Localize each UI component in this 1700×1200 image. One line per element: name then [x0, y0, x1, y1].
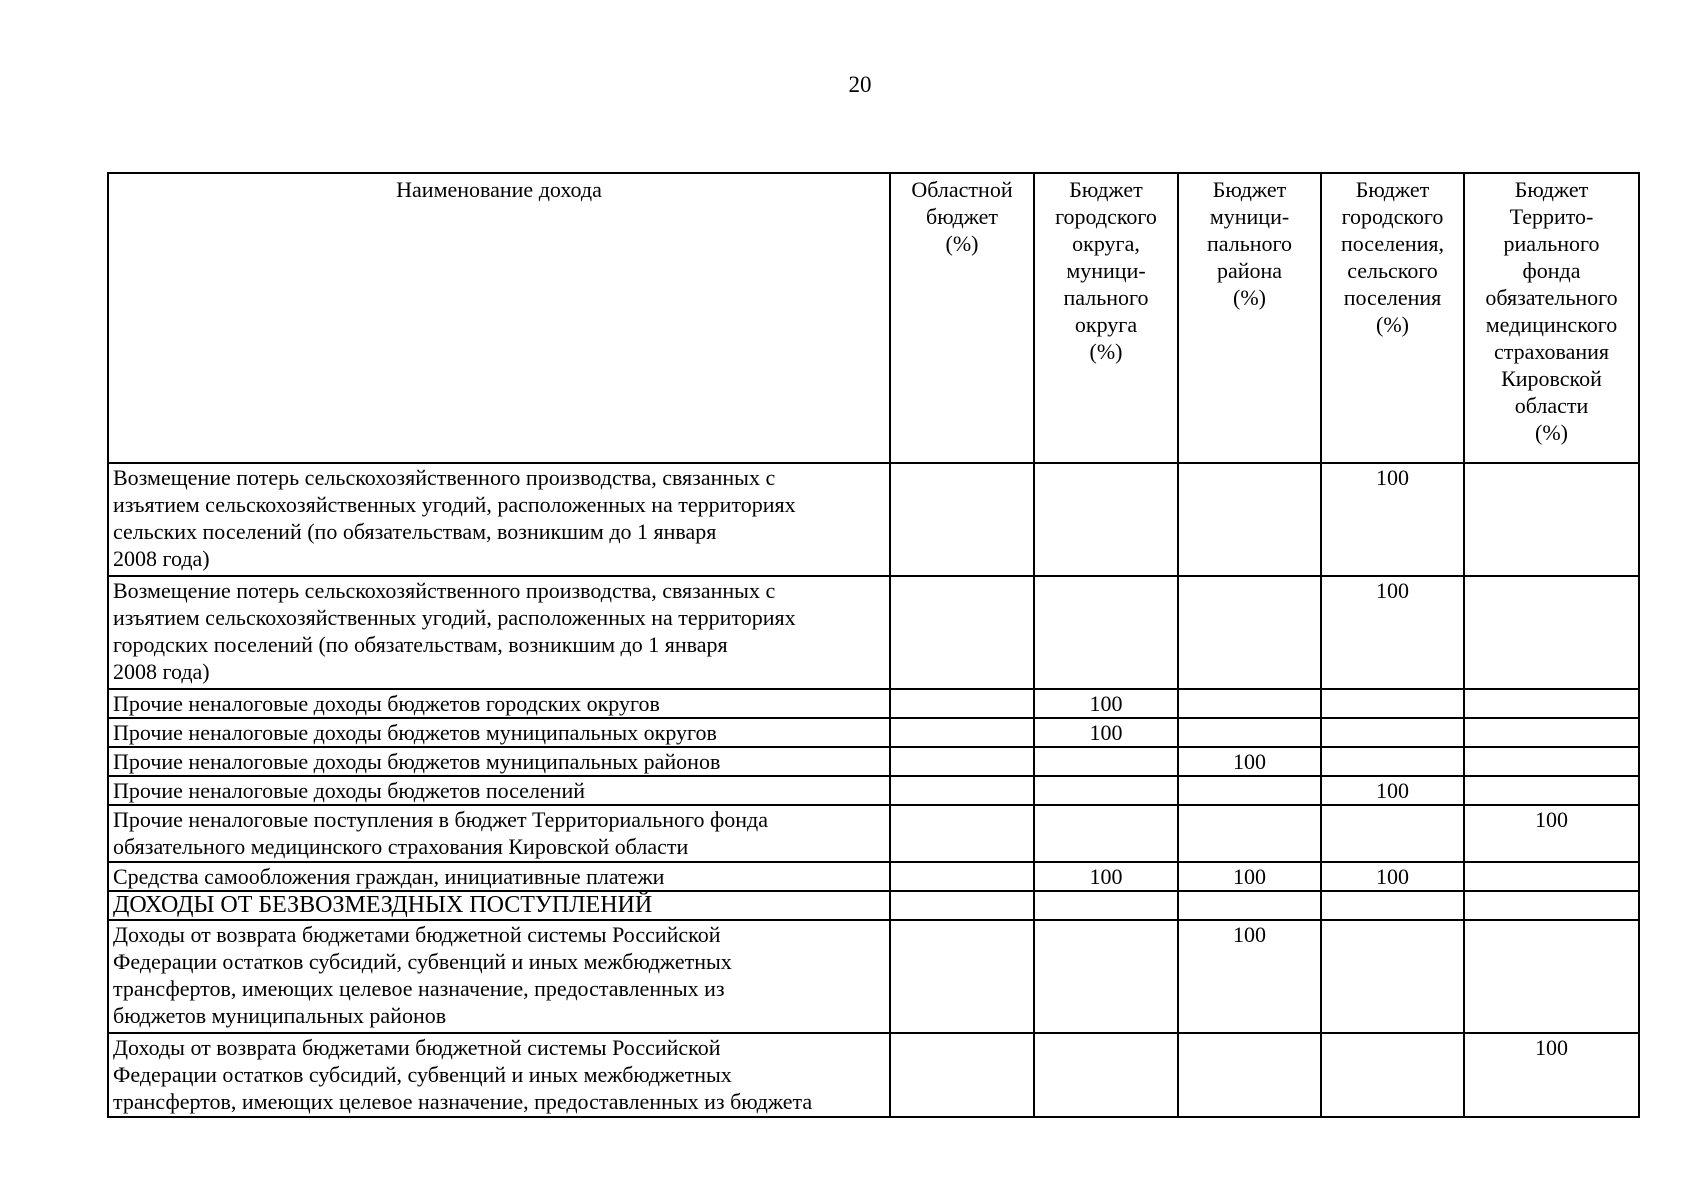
header-line: бюджет [926, 204, 998, 229]
percent-cell-medical-fund [1464, 891, 1639, 920]
header-cell-regional [890, 173, 1034, 463]
page-number: 20 [848, 72, 872, 97]
table-header-row [108, 173, 1639, 463]
header-cell-municipal-district [1178, 173, 1321, 463]
header-line: Кировской [1501, 366, 1602, 391]
percent-cell-settlement: 100 [1321, 576, 1464, 689]
table-row [108, 747, 1639, 776]
income-name-line: Доходы от возврата бюджетами бюджетной системы Российской [113, 922, 721, 947]
header-line: округа, [1072, 231, 1140, 256]
percent-cell-medical-fund: 100 [1464, 1033, 1639, 1117]
percent-cell-municipal-district [1178, 576, 1321, 689]
percent-cell-settlement [1321, 718, 1464, 747]
percent-cell-medical-fund [1464, 920, 1639, 1033]
header-line: (%) [1376, 312, 1409, 337]
header-line: (%) [1233, 285, 1266, 310]
percent-cell-city-district [1034, 576, 1178, 689]
income-name-cell [108, 718, 890, 747]
percent-cell-medical-fund [1464, 718, 1639, 747]
income-name-line: Прочие неналоговые поступления в бюджет Территориального фонда [113, 807, 768, 832]
percent-cell-settlement [1321, 1033, 1464, 1117]
table-row [108, 689, 1639, 718]
percent-cell-regional [890, 747, 1034, 776]
income-name-cell [108, 805, 890, 862]
income-name-line: Возмещение потерь сельскохозяйственного производства, связанных с [113, 465, 776, 490]
percent-cell-regional [890, 805, 1034, 862]
income-name-line: Доходы от возврата бюджетами бюджетной системы Российской [113, 1035, 721, 1060]
percent-cell-settlement [1321, 689, 1464, 718]
header-line: городского [1341, 204, 1444, 229]
percent-cell-city-district [1034, 920, 1178, 1033]
percent-cell-city-district [1034, 463, 1178, 576]
header-cell-name [108, 173, 890, 463]
percent-cell-city-district [1034, 805, 1178, 862]
income-name-line: ДОХОДЫ ОТ БЕЗВОЗМЕЗДНЫХ ПОСТУПЛЕНИЙ [113, 892, 653, 918]
table-row [108, 576, 1639, 689]
percent-cell-settlement: 100 [1321, 862, 1464, 891]
table-row [108, 1033, 1639, 1117]
revenue-distribution-table [107, 172, 1640, 1118]
table-row [108, 718, 1639, 747]
header-cell-city-district [1034, 173, 1178, 463]
percent-cell-medical-fund [1464, 576, 1639, 689]
percent-cell-city-district [1034, 891, 1178, 920]
percent-cell-regional [890, 776, 1034, 805]
header-line: района [1216, 258, 1283, 283]
percent-cell-municipal-district [1178, 776, 1321, 805]
percent-cell-municipal-district [1178, 891, 1321, 920]
percent-cell-medical-fund [1464, 463, 1639, 576]
income-name-line: 2008 года) [113, 659, 210, 684]
percent-cell-city-district: 100 [1034, 862, 1178, 891]
header-line: (%) [1535, 420, 1568, 445]
percent-cell-medical-fund [1464, 747, 1639, 776]
income-name-cell [108, 463, 890, 576]
income-name-cell [108, 776, 890, 805]
percent-cell-city-district: 100 [1034, 718, 1178, 747]
percent-cell-municipal-district: 100 [1178, 747, 1321, 776]
income-name-cell [108, 1033, 890, 1117]
percent-cell-medical-fund: 100 [1464, 805, 1639, 862]
income-name-line: городских поселений (по обязательствам, возникшим до 1 января [113, 632, 728, 657]
percent-cell-settlement [1321, 920, 1464, 1033]
percent-cell-settlement [1321, 805, 1464, 862]
header-line: Террито- [1509, 204, 1594, 229]
percent-cell-settlement: 100 [1321, 776, 1464, 805]
table-row [108, 776, 1639, 805]
table-row [108, 862, 1639, 891]
percent-cell-city-district [1034, 1033, 1178, 1117]
table-body [108, 463, 1639, 1117]
header-line: (%) [1089, 339, 1123, 364]
table-row [108, 805, 1639, 862]
header-line: поселения, [1340, 231, 1445, 256]
percent-cell-city-district [1034, 747, 1178, 776]
income-name-line: трансфертов, имеющих целевое назначение, предоставленных из бюджета [113, 1089, 813, 1114]
header-line: муници- [1066, 258, 1146, 283]
header-line: Бюджет [1514, 177, 1589, 202]
percent-cell-regional [890, 920, 1034, 1033]
percent-cell-regional [890, 576, 1034, 689]
percent-cell-medical-fund [1464, 862, 1639, 891]
header-cell-settlement [1321, 173, 1464, 463]
percent-cell-municipal-district: 100 [1178, 862, 1321, 891]
percent-cell-municipal-district [1178, 689, 1321, 718]
percent-cell-regional [890, 1033, 1034, 1117]
header-line: Бюджет [1355, 177, 1430, 202]
percent-cell-settlement [1321, 891, 1464, 920]
percent-cell-municipal-district [1178, 463, 1321, 576]
income-name-line: Прочие неналоговые доходы бюджетов городских округов [113, 691, 660, 716]
percent-cell-regional [890, 718, 1034, 747]
table-row [108, 920, 1639, 1033]
percent-cell-regional [890, 463, 1034, 576]
income-name-line: трансфертов, имеющих целевое назначение, предоставленных из [113, 976, 725, 1001]
income-name-line: бюджетов муниципальных районов [113, 1003, 447, 1028]
header-line: медицинского [1485, 312, 1618, 337]
income-name-line: Федерации остатков субсидий, субвенций и иных межбюджетных [113, 1062, 732, 1087]
income-name-line: Прочие неналоговые доходы бюджетов муниципальных районов [113, 749, 721, 774]
percent-cell-city-district [1034, 776, 1178, 805]
income-name-line: сельских поселений (по обязательствам, возникшим до 1 января [113, 519, 717, 544]
income-name-line: изъятием сельскохозяйственных угодий, расположенных на территориях [113, 492, 796, 517]
header-line: области [1514, 393, 1589, 418]
header-line: Наименование дохода [396, 177, 602, 202]
table-row [108, 463, 1639, 576]
percent-cell-medical-fund [1464, 776, 1639, 805]
header-line: Бюджет [1069, 177, 1143, 202]
percent-cell-medical-fund [1464, 689, 1639, 718]
income-name-line: Прочие неналоговые доходы бюджетов поселений [113, 778, 586, 803]
header-cell-medical-fund [1464, 173, 1639, 463]
income-name-line: Возмещение потерь сельскохозяйственного производства, связанных с [113, 578, 776, 603]
income-name-line: Средства самообложения граждан, инициативные платежи [113, 864, 665, 889]
header-line: фонда [1522, 258, 1581, 283]
header-line: Областной [911, 177, 1013, 202]
income-name-line: 2008 года) [113, 546, 210, 571]
header-line: пального [1207, 231, 1292, 256]
header-line: поселения [1343, 285, 1442, 310]
income-name-cell [108, 920, 890, 1033]
income-name-line: обязательного медицинского страхования Кировской области [113, 834, 689, 859]
header-line: пального [1063, 285, 1149, 310]
percent-cell-municipal-district [1178, 718, 1321, 747]
header-line: муници- [1209, 204, 1290, 229]
percent-cell-settlement: 100 [1321, 463, 1464, 576]
percent-cell-municipal-district: 100 [1178, 920, 1321, 1033]
header-line: (%) [945, 231, 979, 256]
header-line: Бюджет [1212, 177, 1287, 202]
percent-cell-regional [890, 862, 1034, 891]
header-line: обязательного [1485, 285, 1618, 310]
income-name-cell [108, 891, 890, 920]
header-line: городского [1055, 204, 1157, 229]
header-line: страхования [1493, 339, 1610, 364]
header-line: риального [1503, 231, 1600, 256]
income-name-line: изъятием сельскохозяйственных угодий, расположенных на территориях [113, 605, 796, 630]
income-name-cell [108, 576, 890, 689]
header-line: сельского [1347, 258, 1438, 283]
percent-cell-regional [890, 891, 1034, 920]
percent-cell-settlement [1321, 747, 1464, 776]
income-name-line: Федерации остатков субсидий, субвенций и иных межбюджетных [113, 949, 732, 974]
percent-cell-municipal-district [1178, 1033, 1321, 1117]
table-section-row [108, 891, 1639, 920]
income-name-cell [108, 689, 890, 718]
percent-cell-regional [890, 689, 1034, 718]
header-line: округа [1074, 312, 1138, 337]
percent-cell-municipal-district [1178, 805, 1321, 862]
income-name-cell [108, 747, 890, 776]
income-name-cell [108, 862, 890, 891]
percent-cell-city-district: 100 [1034, 689, 1178, 718]
income-name-line: Прочие неналоговые доходы бюджетов муниципальных округов [113, 720, 717, 745]
